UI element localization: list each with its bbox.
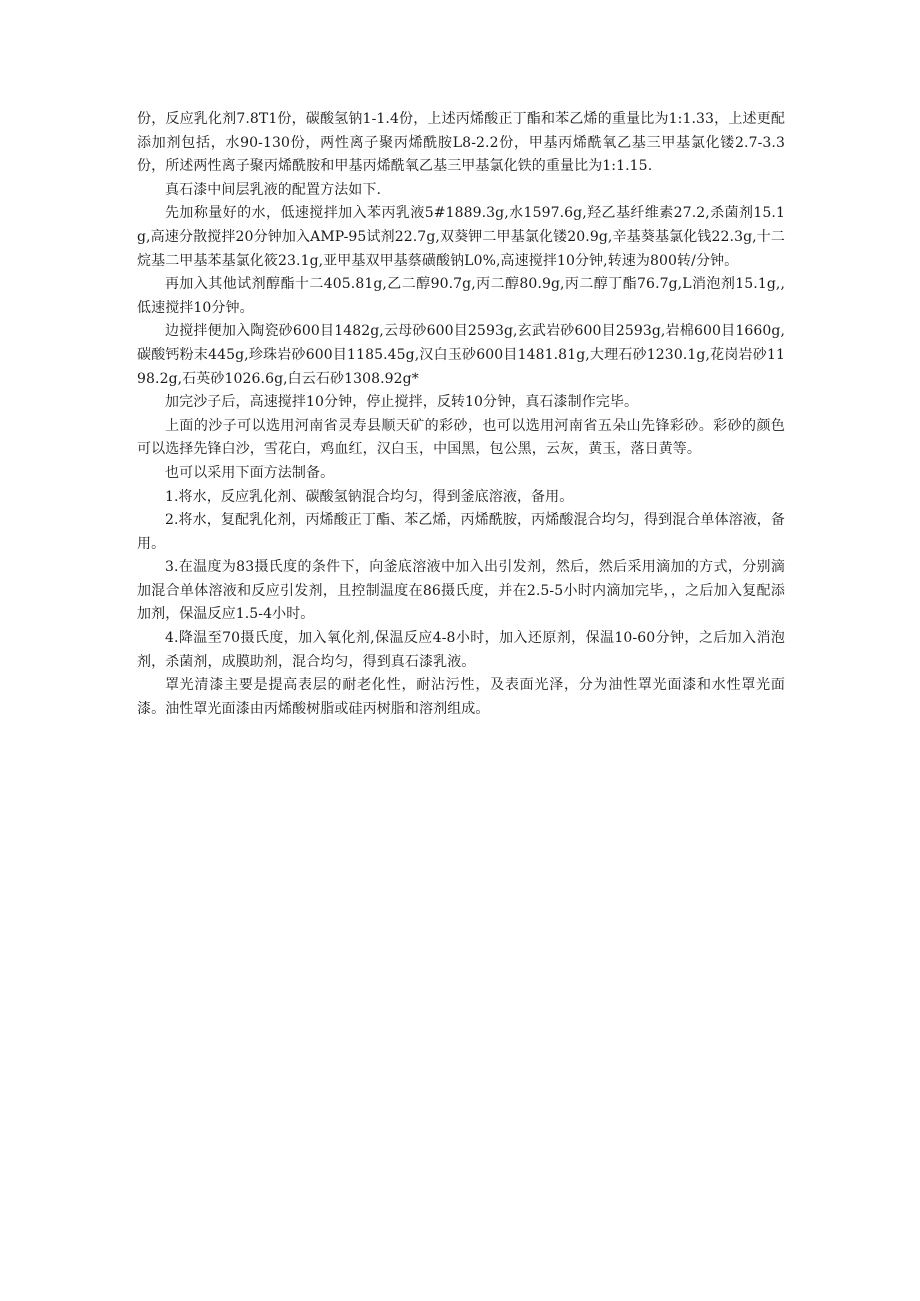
paragraph-2: 真石漆中间层乳液的配置方法如下. (165, 181, 382, 198)
document-body (137, 108, 785, 721)
paragraph-13: 罩光清漆主要是提高表层的耐老化性，耐沾污性，及表面光泽，分为油性罩光面漆和水性罩光面漆。油性罩光面漆由丙烯酸树脂或硅丙树脂和溶剂组成。 (137, 677, 785, 717)
paragraph-3: 先加称量好的水，低速搅拌加入苯丙乳液5#1889.3g,水1597.6g,羟乙基纤维素27.2,杀菌剂15.1g,高速分散搅拌20分钟加入AMP-95试剂22.7g,双葵钾二甲基氯化镂20.9g,辛基葵基氯化钱22.3g,十二烷基二甲基苯基氯化筱23.1g,亚甲基双甲基蔡磺酸钠L0%,高速搅拌10分钟,转速为800转/分钟。 (137, 205, 785, 269)
paragraph-6: 加完沙子后，高速搅拌10分钟，停止搅拌，反转10分钟，真石漆制作完毕。 (165, 394, 639, 411)
step-4-paragraph: 4.降温至70摄氏度，加入氧化剂,保温反应4-8小时，加入还原剂，保温10-60分钟，之后加入消泡剂，杀菌剂，成膜助剂，混合均匀，得到真石漆乳液。 (137, 630, 785, 670)
step-1-paragraph: 1.将水，反应乳化剂、碳酸氢钠混合均匀，得到釜底溶液，备用。 (165, 488, 574, 505)
paragraph-1: 份，反应乳化剂7.8T1份，碳酸氢钠1-1.4份，上述丙烯酸正丁酯和苯乙烯的重量比为1:1.33，上述更配添加剂包括，水90-130份，两性离子聚丙烯酰胺L8-2.2份，甲基丙烯酰氧乙基三甲基氯化镂2.7-3.3份，所述两性离子聚丙烯酰胺和甲基丙烯酰氧乙基三甲基氯化铁的重量比为1:1.15. (137, 111, 785, 175)
paragraph-8: 也可以采用下面方法制备。 (165, 464, 335, 481)
step-3-paragraph: 3.在温度为83摄氏度的条件下，向釜底溶液中加入出引发剂，然后，然后采用滴加的方式，分别滴加混合单体溶液和反应引发剂，且控制温度在86摄氏度，并在2.5-5小时内滴加完毕，，之后加入复配添加剂，保温反应1.5-4小时。 (137, 559, 785, 623)
paragraph-5: 边搅拌便加入陶瓷砂600目1482g,云母砂600目2593g,玄武岩砂600目2593g,岩棉600目1660g,碳酸钙粉末445g,珍珠岩砂600目1185.45g,汉白玉砂600目1481.81g,大理石砂1230.1g,花岗岩砂1198.2g,石英砂1026.6g,白云石砂1308.92g* (137, 323, 785, 387)
paragraph-7: 上面的沙子可以选用河南省灵寿县顺天矿的彩砂，也可以选用河南省五朵山先锋彩砂。彩砂的颜色可以选择先锋白沙，雪花白，鸡血红，汉白玉，中国黑，包公黑，云灰，黄玉，落日黄等。 (137, 417, 785, 458)
step-2-paragraph: 2.将水，复配乳化剂，丙烯酸正丁酯、苯乙烯，丙烯酰胺，丙烯酸混合均匀，得到混合单体溶液，备用。 (137, 512, 785, 552)
paragraph-4: 再加入其他试剂醇酯十二405.81g,乙二醇90.7g,丙二醇80.9g,丙二醇丁酯76.7g,L消泡剂15.1g,,低速搅拌10分钟。 (137, 276, 785, 316)
